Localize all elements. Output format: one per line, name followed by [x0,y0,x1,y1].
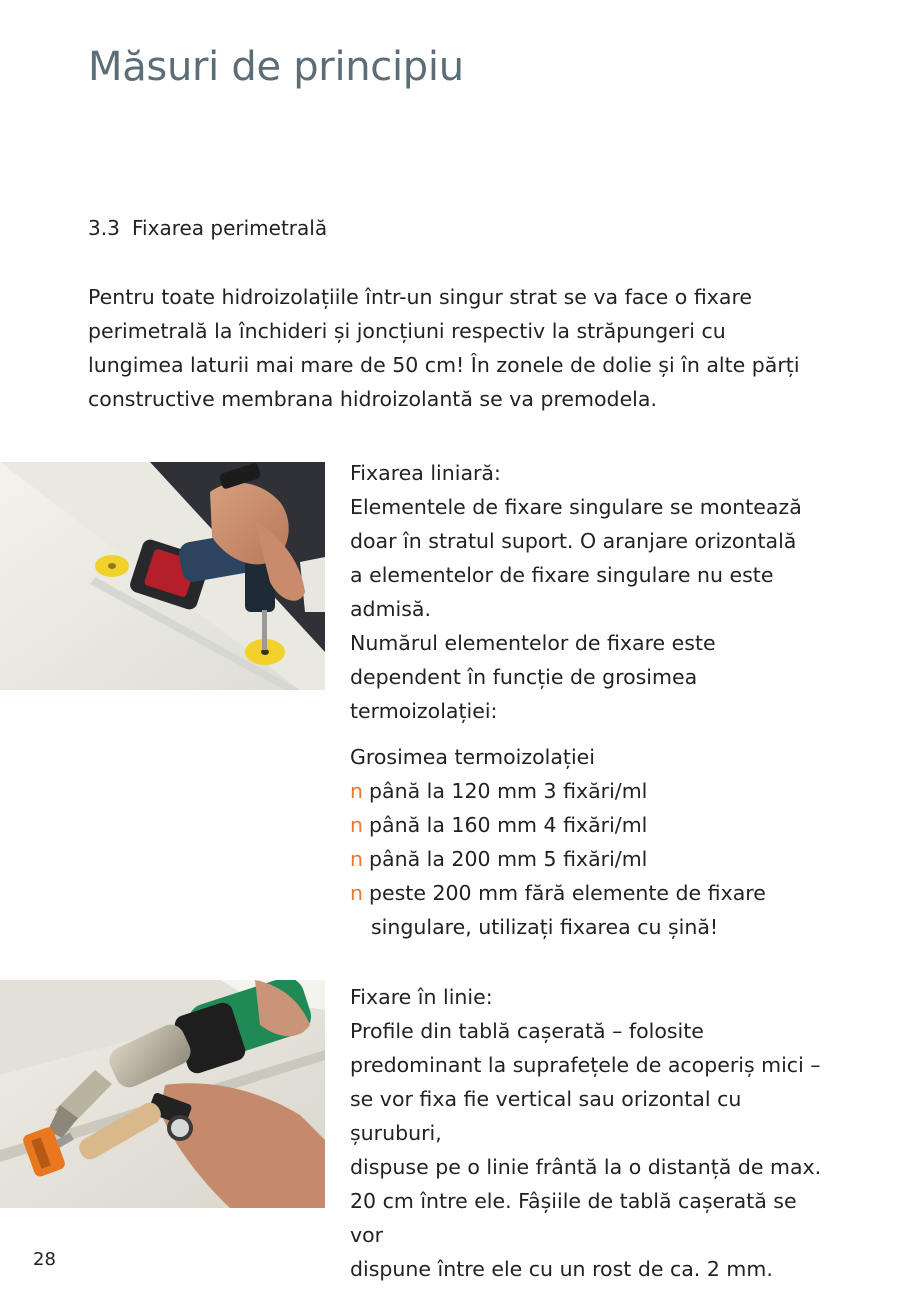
text-line: 20 cm între ele. Fâșiile de tablă cașerată se vor [350,1189,797,1247]
list-item-text: peste 200 mm fără elemente de fixare [369,881,766,905]
section-title: Fixarea perimetrală [132,216,328,240]
linear-fixing-block [350,456,825,728]
text-line: se vor fixa fie vertical sau orizontal cu șuruburi, [350,1087,742,1145]
list-item [350,774,825,808]
text-line: doar în stratul suport. O aranjare orizontală [350,529,797,553]
text-line: a elementelor de fixare singulare nu este [350,563,774,587]
thickness-heading: Grosimea termoizolației [350,745,595,769]
list-item [350,808,825,842]
page-number: 28 [33,1249,56,1270]
section-heading [88,216,327,240]
text-line: termoizolației: [350,699,498,723]
list-item-continuation: singulare, utilizați fixarea cu șină! [371,915,719,939]
list-item-text: până la 200 mm 5 fixări/ml [369,847,648,871]
bullet-icon: n [350,779,363,803]
intro-line: constructive membrana hidroizolantă se va premodela. [88,387,657,411]
text-line: dispuse pe o linie frântă la o distanță de max. [350,1155,822,1179]
list-item-text: până la 120 mm 3 fixări/ml [369,779,648,803]
thickness-list-block [350,740,825,944]
hot-air-welding-photo [0,980,325,1208]
drill-fastening-photo [0,462,325,690]
text-line: predominant la suprafețele de acoperiș mici – [350,1053,821,1077]
list-item [350,842,825,876]
list-item [350,876,825,910]
intro-line: Pentru toate hidroizolațiile într-un singur strat se va face o fixare [88,285,753,309]
line-fixing-block [350,980,825,1286]
page-title: Măsuri de principiu [88,44,464,90]
bullet-icon: n [350,847,363,871]
text-line: Elementele de fixare singulare se montează [350,495,802,519]
text-line: admisă. [350,597,431,621]
text-line: dependent în funcție de grosimea [350,665,698,689]
text-line: Numărul elementelor de fixare este [350,631,716,655]
intro-line: lungimea laturii mai mare de 50 cm! În zonele de dolie și în alte părți [88,353,800,377]
list-item-text: până la 160 mm 4 fixări/ml [369,813,648,837]
linear-fixing-heading: Fixarea liniară: [350,461,501,485]
bullet-icon: n [350,881,363,905]
text-line: Profile din tablă cașerată – folosite [350,1019,704,1043]
section-number: 3.3 [88,216,120,240]
line-fixing-heading: Fixare în linie: [350,985,493,1009]
intro-line: perimetrală la închideri și joncțiuni respectiv la străpungeri cu [88,319,726,343]
text-line: dispune între ele cu un rost de ca. 2 mm. [350,1257,773,1281]
bullet-icon: n [350,813,363,837]
intro-paragraph [88,280,808,416]
